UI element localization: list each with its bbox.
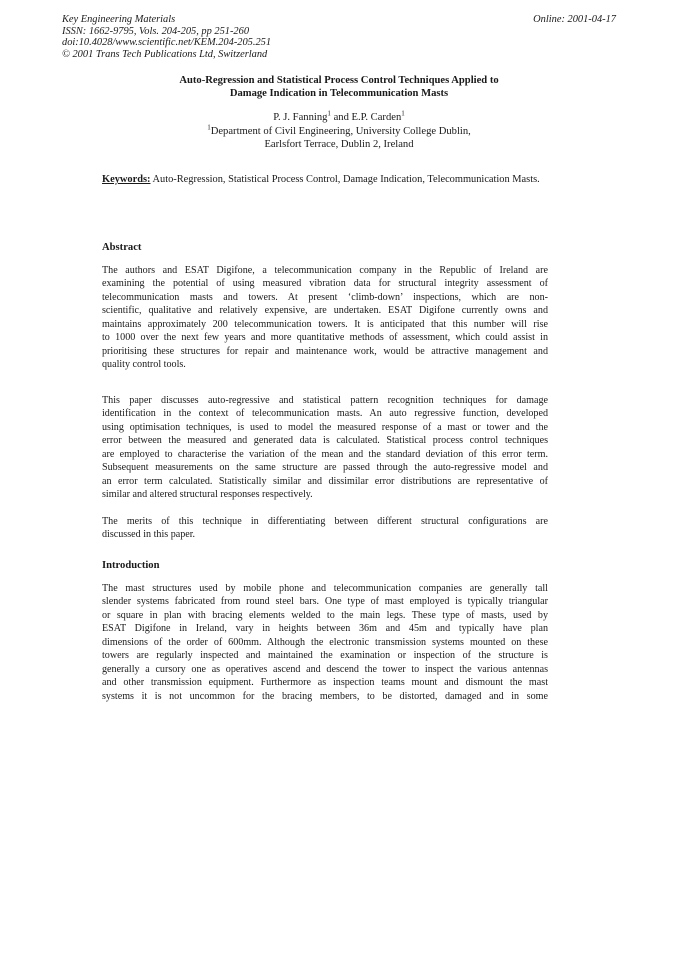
text-line: discussed in this paper. (102, 529, 196, 541)
keywords-text: Auto-Regression, Statistical Process Control, Damage Indication, Telecommunication Masts. (150, 174, 540, 185)
author-2: E.P. Carden (351, 112, 402, 123)
text-line: similar and altered structural responses respectively. (102, 489, 313, 501)
text-line: dimensions of the order of 600mm. Although the electronic transmission systems mounted on these (102, 636, 548, 648)
text-line: quality control tools. (102, 359, 186, 371)
text-line: Subsequent measurements on the same structure are passed through the auto-regressive model and (102, 462, 548, 474)
text-line: The merits of this technique in differentiating between different structural configurations are (102, 516, 548, 527)
text-line: slender systems fabricated from round steel bars. One type of mast employed is typically triangular (102, 596, 548, 608)
text-line: generally a cursory one as operatives ascend and descend the tower to inspect the various antennas (102, 663, 548, 675)
abstract-paragraph-2 (102, 394, 548, 502)
affiliation-text-1: Department of Civil Engineering, University College Dublin, (210, 125, 471, 137)
text-line: ESAT Digifone in Ireland, vary in heights between 36m and 45m and typically have plan (102, 623, 548, 635)
author-and: and (330, 112, 352, 123)
text-line: The mast structures used by mobile phone and telecommunication companies are generally tall (102, 583, 548, 594)
keywords-label: Keywords: (102, 174, 151, 185)
author-1: P. J. Fanning (273, 112, 328, 123)
text-line: scientific, qualitative and relatively expensive, are undertaken. ESAT Digifone currently owns and (102, 305, 548, 317)
keywords (102, 173, 548, 187)
abstract-paragraph-1 (102, 264, 548, 372)
introduction-paragraph-1 (102, 582, 548, 703)
text-line: The authors and ESAT Digifone, a telecommunication company in the Republic of Ireland are (102, 265, 548, 276)
text-line: identification in the context of telecommunication masts. An auto regressive function, developed (102, 408, 548, 420)
text-line: to 1000 over the next few years and more quantitative methods of assessment, which could assist in (102, 332, 548, 344)
affiliation-line-1 (100, 122, 578, 139)
text-line: maintains approximately 200 telecommunication towers. It is anticipated that this number will rise (102, 318, 548, 330)
journal-issn: ISSN: 1662-9795, Vols. 204-205, pp 251-260 (62, 25, 250, 37)
text-line: towers are regularly inspected and maintained the examination or inspection of the structure is (102, 650, 548, 662)
text-line: an error term calculated. Statistically similar and dissimilar error distributions are representative of (102, 475, 548, 487)
affiliation-marker: 1 (207, 122, 211, 131)
author-1-affil: 1 (327, 109, 331, 118)
text-line: or square in plan with bracing elements welded to the main legs. These type of masts, used by (102, 609, 548, 621)
author-line (100, 111, 578, 125)
journal-name: Key Engineering Materials (62, 14, 176, 25)
text-line: examining the potential of using measured vibration data for structural integrity assessment of (102, 278, 548, 290)
abstract-paragraph-3 (102, 515, 548, 542)
introduction-heading: Introduction (102, 560, 160, 571)
abstract-heading: Abstract (102, 242, 142, 253)
journal-copyright: © 2001 Trans Tech Publications Ltd, Switzerland (62, 48, 268, 60)
text-line: This paper discusses auto-regressive and statistical pattern recognition techniques for damage (102, 395, 548, 406)
text-line: prioritising these structures for repair and maintenance work, would be attractive management and (102, 345, 548, 357)
author-2-affil: 1 (401, 109, 405, 118)
text-line: and other transmission equipment. Furthermore as inspection teams mount and dismount the mast (102, 677, 548, 689)
affiliation-line-2: Earlsfort Terrace, Dublin 2, Ireland (264, 139, 414, 150)
journal-info (62, 14, 271, 60)
paper-title (100, 74, 578, 100)
text-line: error between the measured and generated data is calculated. Statistical process control techniques (102, 435, 548, 447)
text-line: systems it is not uncommon for the bracing members, to be distorted, damaged and in some (102, 690, 548, 702)
text-line: telecommunication masts and towers. At present ‘climb-down’ inspections, which are non- (102, 291, 548, 303)
title-line-1: Auto-Regression and Statistical Process Control Techniques Applied to (179, 75, 499, 86)
text-line: are employed to characterise the variation of the mean and the standard deviation of this error term. (102, 448, 548, 460)
title-line-2: Damage Indication in Telecommunication Masts (229, 88, 449, 99)
text-line: using optimisation techniques, is used to model the measured response of a mast or tower and the (102, 421, 548, 433)
online-date: Online: 2001-04-17 (533, 14, 616, 25)
authors (100, 111, 578, 152)
journal-doi: doi:10.4028/www.scientific.net/KEM.204-205.251 (62, 37, 272, 49)
